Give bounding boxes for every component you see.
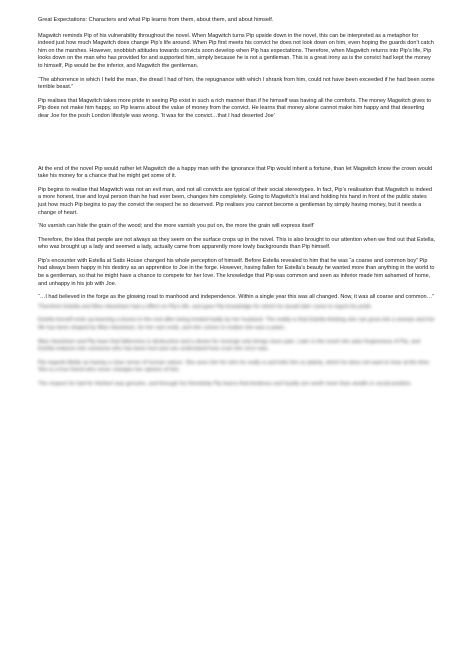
blurred-paragraph: Pip regards Biddy as having a clear sense of human nature. She sees him for who he really is and tells him so plainly, which he does not want to hear at the time. She is a true friend who never changes her opinion of him. [38, 359, 431, 374]
quote-paragraph: “…I had believed in the forge as the glowing road to manhood and independence. Within a single year this was all changed. Now, it was all coarse and common…” [38, 294, 434, 301]
paragraph: At the end of the novel Pip would rather let Magwitch die a happy man with the ignorance that Pip would inherit a fortune, than let Magwitch know the crown would take his money for a chance that he might get some of it. [38, 165, 433, 180]
paragraph: Magwitch reminds Pip of his vulnerability throughout the novel. When Magwitch turns Pip upside down in the novel, this can be interpreted as a metaphor for indeed just how much Magwitch does change Pip’s life around. When Pip first meets his convict he does not look down on him, even hoping the guards don’t catch him on the marshes. However, snobbish attitudes towards convicts soon develop when Pip has expectations. Therefore, when Magwitch returns into Pip’s life, Pip looks down on the man who has provided for and supported him, simply because he is not a gentleman. This is a great irony as is the convict had kept the money to himself, Pip would be the inferior, and Magwitch the gentleman. [38, 32, 434, 69]
paragraph: Pip realises that Magwitch takes more pride in seeing Pip exist in such a rich manner than if he himself was having all the comforts. The money Magwitch gives to Pip does not make him happy, so Pip learns about the value of money from the convict. He learns that money alone cannot make him happy and that deserting dear Joe for the posh London lifestyle was wrong. ‘It was for the convict…that I had deserted Joe’ [38, 97, 432, 119]
blurred-paragraph: The respect he had for Herbert was genuine, and through his friendship Pip learns that kindness and loyalty are worth more than wealth or social position. [38, 381, 412, 387]
paragraph: Pip begins to realise that Magwitch was not an evil man, and not all convicts are typical of their social stereotypes. In fact, Pip’s realisation that Magwitch is indeed a more honest, true and loyal person than he had ever been, changes him completely. Going to Magwitch’s trial and holding his hand in front of the public states just how much Pip begins to pay the convict the respect he so deserved. Pip realises you cannot become a gentleman by simply having money, but it needs a change of heart. [38, 186, 432, 216]
page-gap [38, 127, 436, 166]
paragraph: Therefore, the idea that people are not always as they seem on the surface crops up in the novel. This is also brought to our attention when we find out that Estella, who was brought up a lady and seemed a lady, actually came from apparently more lowly backgrounds than Pip himself. [38, 236, 436, 251]
blurred-paragraph: Estella herself ends up learning a lesson in the end after being treated badly by her husband. The reality is that Estella thinking she can grow into a woman and her life has been shaped by Miss Havisham, for her own ends, and she comes to realise she was a pawn. [38, 317, 435, 332]
paragraph: Pip’s encounter with Estella at Satis House changed his whole perception of himself. Before Estella revealed to him that he was “a coarse and common boy” Pip had always been happy in his destiny as an apprentice to Joe in the forge. However, having fallen for Estella’s beauty he wanted more than anything in the world to be a gentleman, so that he might have a chance to compete for her love. The knowledge that Pip was common and seen as inferior made him ashamed of home, and unhappy in his job with Joe. [38, 257, 435, 287]
blurred-paragraph: Therefore Estella and Miss Havisham had a effect on Pip’s life, and gave Pip knowledge for which he would later come to regret his pride. [38, 303, 373, 310]
blurred-preview-content [38, 304, 436, 389]
quote-paragraph: “The abhorrence in which I held the man, the dread I had of him, the repugnance with which I shrank from him, could not have been exceeded if he had been some terrible beast.” [38, 76, 435, 91]
quote-paragraph: ‘No varnish can hide the grain of the wood; and the more varnish you put on, the more the grain will express itself’ [38, 223, 315, 230]
blurred-paragraph: Miss Havisham and Pip learn that bitterness is destructive and a desire for revenge only brings more pain. Later in the novel she asks forgiveness of Pip, and Estella matures into someone who has been hurt and can understand how cruel she once was. [38, 338, 421, 353]
document-title: Great Expectations: Characters and what Pip learns from them, about them, and about himself. [38, 17, 274, 23]
